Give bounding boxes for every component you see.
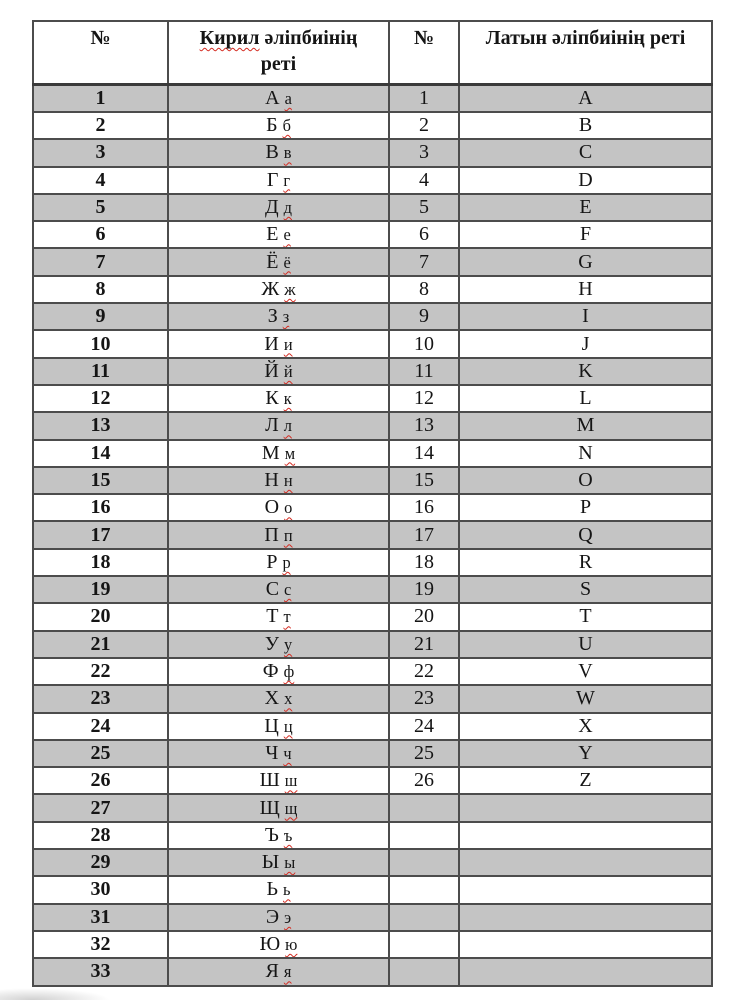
table-row [33, 139, 712, 166]
table-row [33, 521, 712, 548]
cell-latin-letter: K [459, 358, 712, 385]
cyrillic-uppercase: Ь [266, 878, 283, 901]
cell-latin-number [389, 822, 459, 849]
cell-cyrillic-letter [168, 740, 389, 767]
cell-latin-letter: W [459, 685, 712, 712]
cell-cyrillic-letter [168, 358, 389, 385]
cyrillic-lowercase-misspelled: м [284, 443, 296, 463]
cyrillic-uppercase: Ы [261, 851, 285, 874]
cell-latin-letter: G [459, 248, 712, 275]
cyrillic-uppercase: В [265, 141, 284, 164]
cell-cyrillic-number: 11 [33, 358, 168, 385]
cyrillic-lowercase-misspelled: к [283, 389, 292, 409]
table-row [33, 603, 712, 630]
table-row [33, 494, 712, 521]
cell-latin-letter [459, 931, 712, 958]
cell-cyrillic-number: 33 [33, 958, 168, 985]
cyrillic-uppercase: Щ [259, 796, 285, 819]
cell-cyrillic-letter [168, 85, 389, 113]
cyrillic-uppercase: З [267, 305, 283, 328]
cell-latin-letter: B [459, 112, 712, 139]
cell-cyrillic-number: 15 [33, 467, 168, 494]
header-cyrillic-order-rest: әліпбиінің [259, 27, 358, 49]
cyrillic-uppercase: Л [265, 414, 284, 437]
cyrillic-lowercase-misspelled: г [283, 170, 291, 190]
cell-latin-number: 1 [389, 85, 459, 113]
cyrillic-lowercase-misspelled: д [283, 198, 292, 218]
cell-latin-number: 7 [389, 248, 459, 275]
cyrillic-uppercase: Э [265, 905, 285, 928]
cyrillic-uppercase: А [265, 87, 285, 109]
table-row [33, 849, 712, 876]
cell-latin-number: 22 [389, 658, 459, 685]
cell-latin-letter [459, 849, 712, 876]
cell-latin-number: 17 [389, 521, 459, 548]
cell-latin-letter: T [459, 603, 712, 630]
cyrillic-uppercase: Н [264, 469, 284, 491]
cyrillic-lowercase-misspelled: ш [284, 771, 298, 791]
cell-cyrillic-number: 6 [33, 221, 168, 248]
cell-cyrillic-letter [168, 767, 389, 794]
cell-latin-letter [459, 822, 712, 849]
header-latin-number [389, 21, 459, 85]
cell-cyrillic-letter [168, 221, 389, 248]
cyrillic-lowercase-misspelled: ж [284, 279, 296, 299]
table-row [33, 958, 712, 985]
header-latin-order-label: Латын әліпбиінің реті [485, 27, 686, 49]
cell-cyrillic-number: 3 [33, 139, 168, 166]
cell-cyrillic-letter [168, 876, 389, 903]
cell-cyrillic-letter [168, 412, 389, 439]
table-row [33, 194, 712, 221]
cell-cyrillic-letter [168, 549, 389, 576]
header-latin-number-label: № [413, 27, 435, 49]
cell-latin-letter: E [459, 194, 712, 221]
table-row [33, 767, 712, 794]
header-cyrillic-order-word-misspelled: Кирил [199, 27, 260, 49]
table-row [33, 576, 712, 603]
cell-cyrillic-number: 4 [33, 167, 168, 194]
table-row [33, 112, 712, 139]
cell-latin-letter: H [459, 276, 712, 303]
cell-cyrillic-number: 31 [33, 904, 168, 931]
cell-cyrillic-letter [168, 112, 389, 139]
cell-cyrillic-letter [168, 440, 389, 467]
header-latin-order [459, 21, 712, 85]
cell-cyrillic-letter [168, 658, 389, 685]
cyrillic-lowercase-misspelled: э [284, 907, 292, 927]
table-row [33, 685, 712, 712]
cell-latin-letter: O [459, 467, 712, 494]
cell-latin-number [389, 849, 459, 876]
header-cyrillic-order [168, 21, 389, 85]
cell-cyrillic-number: 17 [33, 521, 168, 548]
cell-latin-number [389, 931, 459, 958]
table-header [33, 21, 712, 85]
cyrillic-lowercase-misspelled: е [283, 225, 291, 245]
table-row [33, 631, 712, 658]
cell-cyrillic-letter [168, 303, 389, 330]
cyrillic-lowercase-misspelled: т [283, 607, 291, 627]
cell-latin-letter: P [459, 494, 712, 521]
cell-latin-letter: Z [459, 767, 712, 794]
cell-latin-number [389, 958, 459, 985]
cell-cyrillic-letter [168, 330, 389, 357]
table-row [33, 167, 712, 194]
cell-cyrillic-letter [168, 713, 389, 740]
table-row [33, 385, 712, 412]
cell-cyrillic-number: 22 [33, 658, 168, 685]
cell-cyrillic-letter [168, 467, 389, 494]
table-row [33, 549, 712, 576]
cell-latin-letter: I [459, 303, 712, 330]
cell-latin-letter: L [459, 385, 712, 412]
table-row [33, 276, 712, 303]
cell-cyrillic-number: 1 [33, 85, 168, 113]
cyrillic-lowercase-misspelled: в [283, 143, 292, 163]
cell-cyrillic-letter [168, 631, 389, 658]
cyrillic-lowercase-misspelled: ы [284, 853, 296, 873]
cyrillic-lowercase-misspelled: з [282, 307, 290, 327]
cyrillic-uppercase: С [265, 578, 285, 601]
cell-cyrillic-letter [168, 904, 389, 931]
cyrillic-lowercase-misspelled: х [284, 689, 293, 709]
cell-latin-letter: A [459, 85, 712, 113]
cyrillic-uppercase: Ъ [264, 823, 284, 846]
cell-latin-letter: Y [459, 740, 712, 767]
header-row [33, 21, 712, 85]
cell-latin-number: 23 [389, 685, 459, 712]
cell-latin-letter: X [459, 713, 712, 740]
table-row [33, 931, 712, 958]
cell-latin-number: 2 [389, 112, 459, 139]
header-cyrillic-order-line2: реті [260, 53, 297, 75]
cyrillic-uppercase: Ф [262, 660, 284, 683]
cell-latin-letter [459, 958, 712, 985]
cell-latin-letter: U [459, 631, 712, 658]
cell-cyrillic-number: 14 [33, 440, 168, 467]
table-row [33, 248, 712, 275]
cell-latin-number: 20 [389, 603, 459, 630]
cell-cyrillic-letter [168, 494, 389, 521]
cyrillic-uppercase: К [265, 387, 284, 410]
alphabet-comparison-table [32, 20, 713, 987]
cell-latin-letter: D [459, 167, 712, 194]
cell-cyrillic-letter [168, 194, 389, 221]
cyrillic-lowercase-misspelled: л [283, 416, 292, 436]
cell-latin-number: 21 [389, 631, 459, 658]
cell-cyrillic-number: 23 [33, 685, 168, 712]
cell-cyrillic-number: 21 [33, 631, 168, 658]
cyrillic-uppercase: Р [266, 550, 283, 573]
cell-latin-letter: S [459, 576, 712, 603]
cell-cyrillic-number: 24 [33, 713, 168, 740]
cyrillic-uppercase: Б [266, 114, 283, 137]
cyrillic-lowercase-misspelled: ч [283, 743, 292, 763]
cell-cyrillic-number: 19 [33, 576, 168, 603]
cell-latin-number: 16 [389, 494, 459, 521]
cyrillic-lowercase-misspelled: с [284, 580, 292, 600]
cell-cyrillic-letter [168, 248, 389, 275]
page-bottom-scan-smudge [0, 988, 110, 1000]
cell-cyrillic-letter [168, 603, 389, 630]
cell-latin-number: 10 [389, 330, 459, 357]
cyrillic-uppercase: Т [266, 605, 284, 628]
cell-latin-number: 18 [389, 549, 459, 576]
cell-cyrillic-number: 12 [33, 385, 168, 412]
cyrillic-lowercase-misspelled: ъ [283, 825, 293, 845]
cell-cyrillic-number: 8 [33, 276, 168, 303]
cell-cyrillic-number: 18 [33, 549, 168, 576]
cyrillic-uppercase: Ч [265, 741, 284, 764]
cyrillic-uppercase: Ю [259, 933, 286, 956]
cell-latin-number: 15 [389, 467, 459, 494]
cell-latin-letter [459, 904, 712, 931]
cell-latin-letter: Q [459, 521, 712, 548]
table-row [33, 904, 712, 931]
cell-latin-number: 9 [389, 303, 459, 330]
cell-latin-number: 12 [389, 385, 459, 412]
cyrillic-lowercase-misspelled: ф [283, 662, 295, 682]
cell-cyrillic-number: 10 [33, 330, 168, 357]
cyrillic-uppercase: М [261, 441, 285, 464]
cyrillic-uppercase: Й [264, 359, 284, 382]
cyrillic-uppercase: О [264, 496, 285, 519]
cell-latin-letter [459, 794, 712, 821]
cell-latin-letter: C [459, 139, 712, 166]
cell-cyrillic-number: 9 [33, 303, 168, 330]
cell-latin-number: 3 [389, 139, 459, 166]
cyrillic-lowercase-misspelled: а [284, 89, 292, 108]
table-row [33, 303, 712, 330]
cell-cyrillic-letter [168, 685, 389, 712]
cyrillic-lowercase-misspelled: ц [283, 716, 293, 736]
cyrillic-lowercase-misspelled: н [283, 471, 293, 490]
header-cyrillic-number [33, 21, 168, 85]
cell-cyrillic-letter [168, 849, 389, 876]
cell-cyrillic-number: 27 [33, 794, 168, 821]
cyrillic-lowercase-misspelled: у [283, 634, 293, 654]
cell-cyrillic-letter [168, 576, 389, 603]
cell-cyrillic-number: 7 [33, 248, 168, 275]
table-row [33, 330, 712, 357]
cell-latin-number: 5 [389, 194, 459, 221]
cell-latin-letter: J [459, 330, 712, 357]
cyrillic-lowercase-misspelled: я [283, 962, 292, 982]
table-row [33, 794, 712, 821]
cell-cyrillic-number: 30 [33, 876, 168, 903]
cyrillic-lowercase-misspelled: и [283, 334, 293, 354]
cell-cyrillic-number: 32 [33, 931, 168, 958]
cell-latin-number: 25 [389, 740, 459, 767]
cell-latin-letter [459, 876, 712, 903]
table-row [33, 440, 712, 467]
cell-cyrillic-number: 28 [33, 822, 168, 849]
cyrillic-lowercase-misspelled: й [283, 361, 293, 381]
cell-cyrillic-letter [168, 958, 389, 985]
cyrillic-uppercase: У [264, 632, 284, 655]
cell-latin-letter: V [459, 658, 712, 685]
cyrillic-uppercase: Е [266, 223, 284, 246]
cyrillic-lowercase-misspelled: ь [283, 880, 291, 900]
cell-latin-number: 19 [389, 576, 459, 603]
cyrillic-uppercase: П [264, 523, 284, 546]
cell-latin-number: 4 [389, 167, 459, 194]
cyrillic-uppercase: Д [265, 196, 284, 219]
cell-latin-letter: N [459, 440, 712, 467]
cyrillic-lowercase-misspelled: р [282, 552, 291, 572]
cell-cyrillic-letter [168, 931, 389, 958]
table-row [33, 467, 712, 494]
cell-latin-letter: M [459, 412, 712, 439]
cell-latin-number: 11 [389, 358, 459, 385]
cell-latin-letter: F [459, 221, 712, 248]
cell-latin-number: 24 [389, 713, 459, 740]
cyrillic-uppercase: Ц [264, 714, 284, 737]
cell-latin-number [389, 904, 459, 931]
cell-cyrillic-number: 25 [33, 740, 168, 767]
cell-latin-letter: R [459, 549, 712, 576]
cell-cyrillic-letter [168, 167, 389, 194]
alphabet-table-container [32, 20, 713, 987]
cell-latin-number [389, 794, 459, 821]
cell-cyrillic-number: 29 [33, 849, 168, 876]
table-row [33, 822, 712, 849]
table-row [33, 740, 712, 767]
cell-latin-number: 26 [389, 767, 459, 794]
cell-cyrillic-letter [168, 276, 389, 303]
cyrillic-uppercase: Ё [266, 250, 284, 273]
cell-latin-number [389, 876, 459, 903]
table-body [33, 85, 712, 986]
cell-cyrillic-letter [168, 521, 389, 548]
table-row [33, 713, 712, 740]
cell-cyrillic-number: 2 [33, 112, 168, 139]
cyrillic-lowercase-misspelled: ю [285, 935, 298, 955]
cell-cyrillic-letter [168, 822, 389, 849]
cell-cyrillic-number: 20 [33, 603, 168, 630]
table-row [33, 876, 712, 903]
table-row [33, 658, 712, 685]
cell-cyrillic-number: 26 [33, 767, 168, 794]
cyrillic-lowercase-misspelled: б [282, 116, 291, 136]
cyrillic-lowercase-misspelled: щ [284, 798, 298, 818]
header-cyrillic-number-label: № [90, 27, 111, 49]
cell-cyrillic-number: 16 [33, 494, 168, 521]
cyrillic-uppercase: Ш [259, 769, 285, 792]
table-row [33, 358, 712, 385]
table-row [33, 85, 712, 113]
cyrillic-lowercase-misspelled: о [284, 498, 293, 518]
cell-cyrillic-letter [168, 139, 389, 166]
cyrillic-lowercase-misspelled: п [283, 525, 293, 545]
cyrillic-uppercase: И [264, 332, 284, 355]
cell-cyrillic-number: 5 [33, 194, 168, 221]
cell-cyrillic-letter [168, 794, 389, 821]
cell-latin-number: 13 [389, 412, 459, 439]
cyrillic-uppercase: Ж [261, 277, 285, 300]
table-row [33, 412, 712, 439]
cell-latin-number: 14 [389, 440, 459, 467]
cell-cyrillic-number: 13 [33, 412, 168, 439]
cell-cyrillic-letter [168, 385, 389, 412]
cyrillic-lowercase-misspelled: ё [283, 252, 291, 272]
cell-latin-number: 8 [389, 276, 459, 303]
cyrillic-uppercase: Я [265, 960, 284, 983]
table-row [33, 221, 712, 248]
cell-latin-number: 6 [389, 221, 459, 248]
cyrillic-uppercase: Х [264, 687, 285, 710]
cyrillic-uppercase: Г [266, 168, 284, 191]
